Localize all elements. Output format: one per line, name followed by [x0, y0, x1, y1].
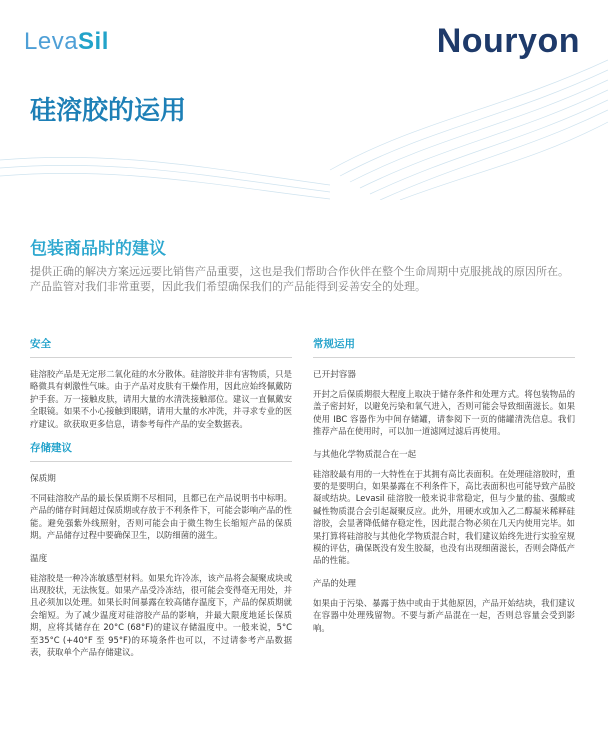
temperature-paragraph: 硅溶胶是一种冷冻敏感型材料。如果允许冷冻，该产品将会凝聚成块或出现胶状，无法恢复。如果产品受冷冻结，很可能会变得毫无用处，并且必须加以处理。如果长时间暴露在较高储存温度下，产品的保质期就会缩短。为了减少温度对硅溶胶产品的影响，并最大限度地延长保质期，应将其储存在 20°C (68°F)的建议存储温度中。一般来说，5°C 至35°C (+40°F 至 95°F)的环境条件也可以，不过请参考产品数据表，获取单个产品存储建议。 [30, 572, 292, 658]
levasil-logo: LevaSil [24, 28, 109, 55]
safety-paragraph: 硅溶胶产品是无定形二氧化硅的水分散体。硅溶胶并非有害物质，只是略微具有刺激性气味。由于产品对皮肤有干燥作用，因此应始终佩戴防护手套。万一接触皮肤，请用大量的水清洗接触部位。建议一直佩戴安全眼镜。如果不小心接触到眼睛，请用大量的水冲洗，并寻求专业的医疗建议。欲获取更多信息，请参考每件产品的安全数据表。 [30, 369, 292, 429]
safety-heading: 安全 [30, 336, 292, 358]
page-title: 硅溶胶的运用 [30, 96, 187, 126]
disposal-subheading: 产品的处理 [313, 578, 356, 589]
left-column [30, 336, 292, 669]
page-header [0, 0, 608, 200]
intro-paragraph: 提供正确的解决方案远远要比销售产品重要，这也是我们帮助合作伙伴在整个生命周期中克服挑战的原因所在。产品监管对我们非常重要，因此我们希望确保我们的产品能得到妥善安全的处理。 [30, 265, 569, 293]
nouryon-logo: Nouryon [436, 22, 580, 60]
shelf-life-paragraph: 不同硅溶胶产品的最长保质期不尽相同，且都已在产品说明书中标明。产品的储存时间超过保质期或存放于不利条件下，可能会影响产品的性能。避免强紫外线照射，否则可能会由于微生物生长缩短产品的保质期。产品储存过程中要确保卫生，以防细菌的滋生。 [30, 493, 292, 541]
disposal-paragraph: 如果由于污染、暴露于热中或由于其他原因，产品开始结块，我们建议在容器中处理残留物。不要与新产品混在一起，否则总容量会受到影响。 [313, 597, 575, 633]
opened-container-subheading: 已开封容器 [313, 370, 356, 380]
storage-heading: 存储建议 [30, 440, 292, 462]
mixing-paragraph: 硅溶胶最有用的一大特性在于其拥有高比表面积。在处理硅溶胶时，重要的是要明白，如果暴露在不利条件下，高比表面积也可能导致产品胶凝或结块。Levasil 硅溶胶一般来说非常稳定，但与少量的盐、强酸或碱性物质混合会引起凝聚反应。此外，用硬水或加入乙二醇凝米稀释硅溶胶，会显著降低储存稳定性，因此混合物必须在几天内使用完毕。如果打算将硅溶胶与其他化学物质混合时，我们建议始终先进行实验室规模的评估，确保既没有发生胶凝，也没有出现细菌滋长，否则会降低产品的性能。 [313, 468, 575, 566]
general-usage-heading: 常规运用 [313, 336, 575, 358]
shelf-life-subheading: 保质期 [30, 474, 56, 485]
right-column [313, 336, 575, 644]
mixing-subheading: 与其他化学物质混合在一起 [313, 449, 417, 460]
opened-container-paragraph: 开封之后保质期很大程度上取决于储存条件和处理方式。将包装物品的盖子密封好，以避免污染和氧气进入，否则可能会导致细菌滋长。如果使用 IBC 容器作为中间存储罐，请参阅下一页的储罐清洗信息。我们推荐产品在使用时，可以加一道滤网过滤后再使用。 [313, 389, 575, 437]
packaging-advice-heading: 包装商品时的建议 [30, 239, 166, 259]
temperature-subheading: 温度 [30, 553, 48, 564]
